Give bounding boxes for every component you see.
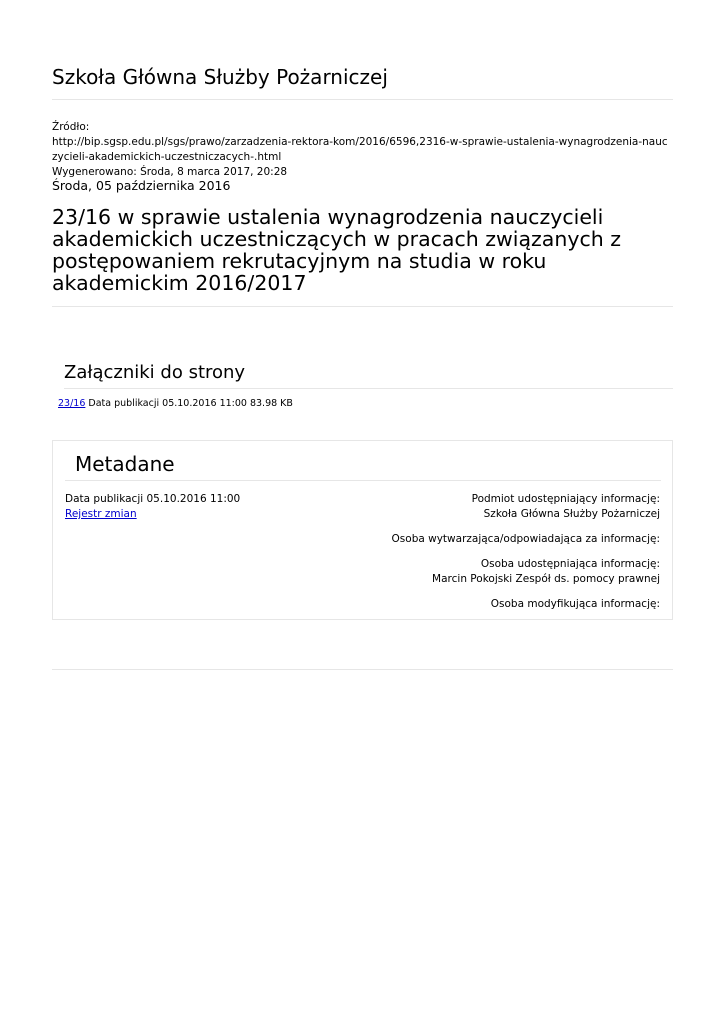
- attachment-item: [58, 397, 293, 411]
- metadata-right-column: [300, 492, 660, 622]
- provider-group: [300, 492, 660, 522]
- publisher-group: [300, 557, 660, 587]
- source-label: Źródło:: [52, 121, 90, 133]
- metadata-left-column: [65, 492, 240, 522]
- changelog-link[interactable]: Rejestr zmian: [65, 508, 137, 520]
- producer-label: Osoba wytwarzająca/odpowiadająca za informację:: [391, 533, 660, 545]
- modifier-label: Osoba modyfikująca informację:: [490, 598, 660, 610]
- site-title: Szkoła Główna Służby Pożarniczej: [52, 65, 388, 89]
- generated-timestamp: Wygenerowano: Środa, 8 marca 2017, 20:28: [52, 166, 288, 178]
- publication-date: Data publikacji 05.10.2016 11:00: [65, 493, 241, 505]
- metadata-heading: Metadane: [75, 452, 175, 476]
- attachment-info: Data publikacji 05.10.2016 11:00 83.98 KB: [85, 398, 293, 409]
- metadata-divider: [65, 480, 661, 481]
- source-block: [52, 120, 673, 180]
- publisher-label: Osoba udostępniająca informację:: [480, 558, 660, 570]
- provider-label: Podmiot udostępniający informację:: [471, 493, 660, 505]
- footer-divider: [52, 669, 673, 670]
- producer-group: [300, 532, 660, 547]
- document-title: 23/16 w sprawie ustalenia wynagrodzenia nauczycieli akademickich uczestniczących w pracach związanych z postępowaniem rekrutacyjnym na studia w roku akademickim 2016/2017: [52, 205, 622, 295]
- attachments-heading: Załączniki do strony: [64, 362, 246, 383]
- attachment-link[interactable]: 23/16: [58, 398, 86, 409]
- publisher-value: Marcin Pokojski Zespół ds. pomocy prawnej: [432, 573, 660, 585]
- source-url: http://bip.sgsp.edu.pl/sgs/prawo/zarzadzenia-rektora-kom/2016/6596,2316-w-sprawie-ustalenia-wynagrodzenia-nauczycieli-akademickich-uczestniczacych-.html: [52, 136, 668, 163]
- provider-value: Szkoła Główna Służby Pożarniczej: [483, 508, 660, 520]
- document-date: Środa, 05 października 2016: [52, 178, 231, 193]
- modifier-group: [300, 597, 660, 612]
- header-divider: [52, 99, 673, 100]
- metadata-panel: [52, 440, 673, 620]
- attachments-divider: [64, 388, 673, 389]
- title-divider: [52, 306, 673, 307]
